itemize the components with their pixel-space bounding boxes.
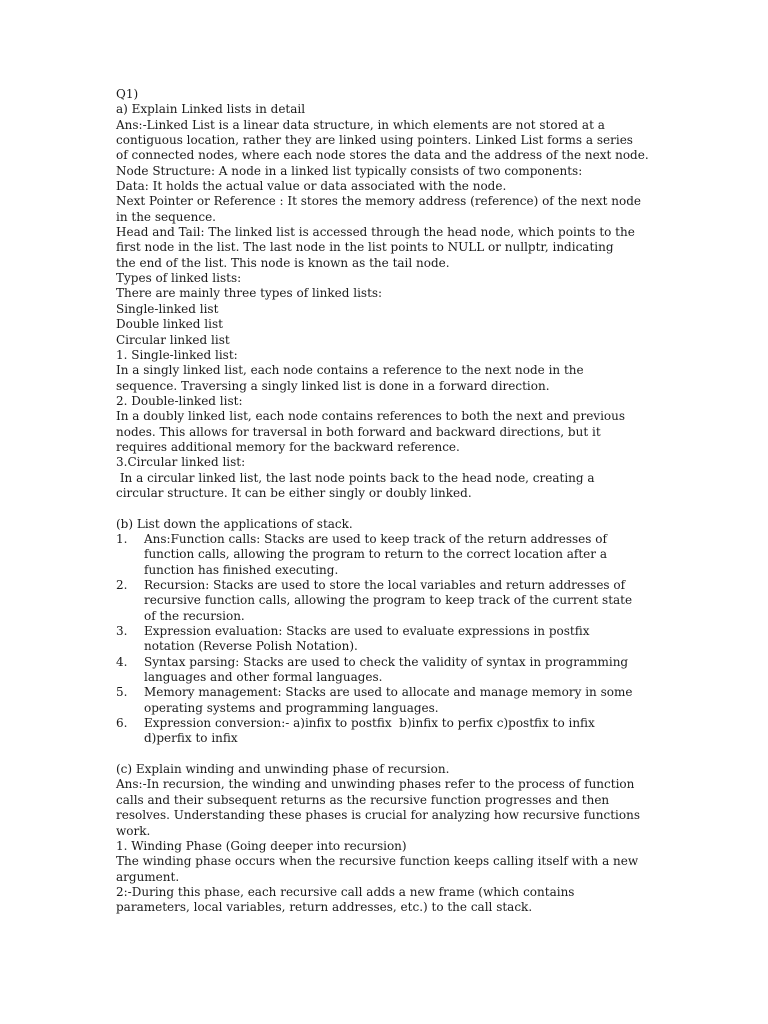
text-line: 3.Circular linked list:: [116, 455, 246, 470]
text-line: contiguous location, rather they are linked using pointers. Linked List forms a series: [116, 133, 633, 148]
text-line: resolves. Understanding these phases is crucial for analyzing how recursive functions: [116, 808, 640, 823]
text-line: 1. Single-linked list:: [116, 347, 238, 362]
text-line: the end of the list. This node is known as the tail node.: [116, 255, 450, 270]
text-line: 1. Winding Phase (Going deeper into recursion): [116, 838, 407, 853]
text-line: parameters, local variables, return addresses, etc.) to the call stack.: [116, 900, 533, 915]
list-item: [116, 685, 656, 716]
text-line: In a doubly linked list, each node contains references to both the next and previous: [116, 409, 626, 424]
text-line: of the recursion.: [144, 608, 245, 623]
text-line: The winding phase occurs when the recursive function keeps calling itself with a new: [116, 854, 639, 869]
text-line: in the sequence.: [116, 209, 216, 224]
text-line: languages and other formal languages.: [144, 670, 383, 685]
text-line: circular structure. It can be either singly or doubly linked.: [116, 485, 472, 500]
text-line: sequence. Traversing a singly linked list is done in a forward direction.: [116, 378, 550, 393]
text-line: of connected nodes, where each node stores the data and the address of the next node.: [116, 148, 649, 163]
text-line: recursive function calls, allowing the program to keep track of the current state: [144, 593, 633, 608]
text-line: 2:-During this phase, each recursive call adds a new frame (which contains: [116, 884, 575, 899]
question-heading: (c) Explain winding and unwinding phase of recursion.: [116, 762, 450, 777]
text-line: Ans:-In recursion, the winding and unwinding phases refer to the process of function: [116, 777, 635, 792]
text-line: operating systems and programming languages.: [144, 700, 439, 715]
text-line: Single-linked list: [116, 301, 219, 316]
list-item: [116, 624, 656, 655]
text-line: notation (Reverse Polish Notation).: [144, 639, 358, 654]
text-line: There are mainly three types of linked lists:: [116, 286, 383, 301]
list-item: [116, 655, 656, 686]
document-body: [116, 87, 656, 916]
list-number: 1.: [116, 531, 128, 546]
list-number: 2.: [116, 578, 128, 592]
text-line: Double linked list: [116, 317, 223, 332]
text-line: Types of linked lists:: [116, 271, 242, 286]
text-line: Head and Tail: The linked list is accessed through the head node, which points to the: [116, 225, 635, 240]
text-line: Data: It holds the actual value or data associated with the node.: [116, 179, 507, 194]
section-a: [116, 87, 656, 501]
text-line: Expression conversion:- a)infix to postfix b)infix to perfix c)postfix to infix: [144, 716, 595, 731]
text-line: function calls, allowing the program to return to the correct location after a: [144, 547, 607, 562]
text-line: Q1): [116, 87, 139, 101]
blank-line: [116, 501, 656, 516]
text-line: 2. Double-linked list:: [116, 393, 243, 408]
text-line: work.: [116, 823, 151, 838]
text-line: argument.: [116, 869, 180, 884]
text-line: Next Pointer or Reference : It stores the memory address (reference) of the next node: [116, 194, 641, 209]
text-line: function has finished executing.: [144, 562, 339, 577]
text-line: nodes. This allows for traversal in both forward and backward directions, but it: [116, 424, 601, 439]
applications-list: [116, 532, 656, 747]
question-heading: (b) List down the applications of stack.: [116, 516, 353, 531]
text-line: Expression evaluation: Stacks are used to evaluate expressions in postfix: [144, 624, 590, 639]
list-number: 3.: [116, 624, 128, 639]
text-line: Circular linked list: [116, 332, 230, 347]
question-heading: a) Explain Linked lists in detail: [116, 102, 306, 117]
text-line: Node Structure: A node in a linked list typically consists of two components:: [116, 163, 583, 178]
list-number: 6.: [116, 716, 128, 731]
list-number: 5.: [116, 685, 128, 700]
list-item: [116, 532, 656, 578]
text-line: In a singly linked list, each node contains a reference to the next node in the: [116, 363, 584, 378]
text-line: requires additional memory for the backward reference.: [116, 439, 460, 454]
text-line: d)perfix to infix: [144, 731, 238, 746]
text-line: Memory management: Stacks are used to allocate and manage memory in some: [144, 685, 633, 700]
blank-line: [116, 747, 656, 762]
text-line: Recursion: Stacks are used to store the local variables and return addresses of: [144, 578, 626, 592]
text-line: calls and their subsequent returns as the recursive function progresses and then: [116, 792, 610, 807]
section-c: [116, 762, 656, 915]
section-b: [116, 517, 656, 747]
text-line: In a circular linked list, the last node points back to the head node, creating a: [116, 470, 595, 485]
list-number: 4.: [116, 654, 128, 669]
list-item: [116, 578, 656, 624]
text-line: Ans:Function calls: Stacks are used to keep track of the return addresses of: [144, 531, 607, 546]
text-line: Syntax parsing: Stacks are used to check the validity of syntax in programming: [144, 654, 629, 669]
text-line: Ans:-Linked List is a linear data structure, in which elements are not stored at a: [116, 117, 605, 132]
list-item: [116, 716, 656, 747]
text-line: first node in the list. The last node in the list points to NULL or nullptr, indicating: [116, 240, 614, 255]
